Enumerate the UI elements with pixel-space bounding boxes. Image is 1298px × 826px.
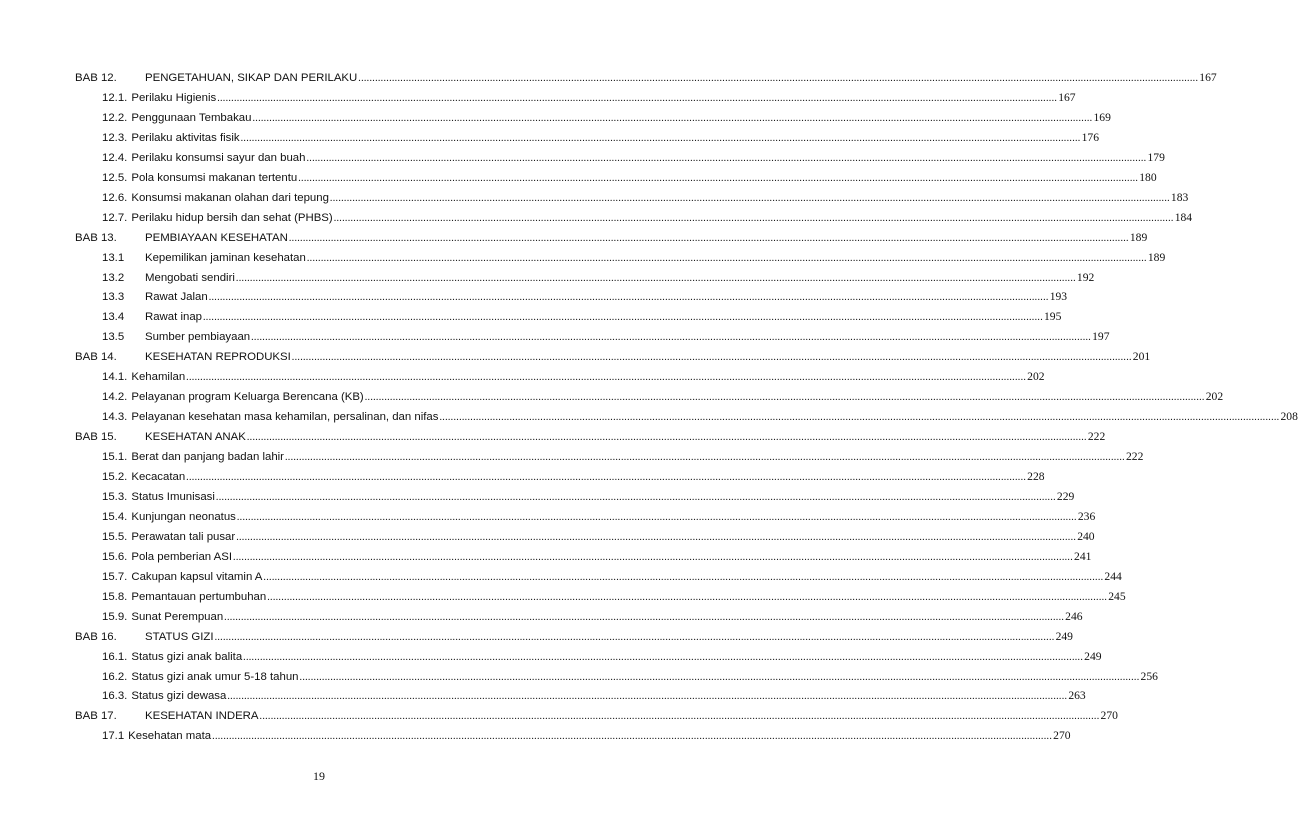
toc-entry-number: BAB 14.	[75, 351, 117, 364]
toc-section-row[interactable]	[0, 327, 1110, 347]
toc-section-row[interactable]	[0, 387, 1224, 407]
toc-dot-leader: ............................................................................................................................................................................................................................................................................................................	[267, 591, 1108, 603]
toc-entry-number: 13.4	[102, 311, 125, 324]
toc-page-number: 201	[1132, 350, 1151, 364]
toc-dot-leader: ............................................................................................................................................................................................................................................................................................................	[227, 691, 1068, 703]
toc-page-number: 176	[1081, 130, 1099, 144]
toc-page-number: 169	[1093, 110, 1111, 124]
toc-dot-leader: ............................................................................................................................................................................................................................................................................................................	[246, 432, 1087, 444]
toc-entry-number: 13.1	[102, 251, 125, 264]
toc-dot-leader: ............................................................................................................................................................................................................................................................................................................	[186, 372, 1027, 384]
toc-entry-title: STATUS GIZI	[145, 630, 214, 643]
toc-entry-number: 15.3.	[102, 490, 128, 503]
toc-entry-number: 12.3.	[102, 131, 128, 144]
toc-page-number: 202	[1205, 390, 1224, 404]
toc-section-row[interactable]	[0, 248, 1166, 268]
toc-entry-number: 14.2.	[102, 391, 128, 404]
toc-entry-title: Perawatan tali pusar	[131, 530, 236, 543]
toc-section-row[interactable]	[0, 128, 1099, 148]
toc-page-number: 270	[1100, 709, 1118, 723]
toc-entry-title: Kepemilikan jaminan kesehatan	[145, 251, 306, 264]
toc-entry-number: 12.4.	[102, 151, 128, 164]
toc-page-number: 192	[1076, 270, 1095, 284]
toc-entry-title: Sunat Perempuan	[131, 610, 224, 623]
toc-dot-leader: ............................................................................................................................................................................................................................................................................................................	[263, 571, 1104, 583]
toc-dot-leader: ............................................................................................................................................................................................................................................................................................................	[186, 472, 1027, 483]
toc-chapter-row[interactable]	[0, 347, 1151, 367]
toc-page-number: 263	[1068, 689, 1086, 703]
toc-section-row[interactable]	[0, 726, 1071, 746]
toc-entry-number: BAB 12.	[75, 72, 117, 84]
toc-entry-title: Perilaku konsumsi sayur dan buah	[131, 151, 306, 164]
toc-entry-title: Status Imunisasi	[131, 490, 215, 503]
toc-dot-leader: ............................................................................................................................................................................................................................................................................................................	[214, 631, 1055, 643]
toc-entry-number: 17.1	[102, 730, 125, 743]
toc-entry-number: 16.3.	[102, 690, 128, 703]
toc-section-row[interactable]	[0, 168, 1157, 188]
toc-section-row[interactable]	[0, 547, 1092, 567]
toc-entry-number: 15.7.	[102, 570, 128, 583]
toc-dot-leader: ............................................................................................................................................................................................................................................................................................................	[306, 152, 1147, 164]
toc-page-number: 236	[1077, 509, 1096, 523]
toc-section-row[interactable]	[0, 108, 1111, 128]
toc-entry-title: Pelayanan program Keluarga Berencana (KB)	[131, 391, 364, 404]
toc-section-row[interactable]	[0, 487, 1075, 507]
toc-dot-leader: ............................................................................................................................................................................................................................................................................................................	[240, 132, 1081, 144]
toc-chapter-row[interactable]	[0, 68, 1217, 88]
toc-entry-title: Kesehatan mata	[128, 730, 212, 743]
toc-section-row[interactable]	[0, 567, 1122, 587]
toc-dot-leader: ............................................................................................................................................................................................................................................................................................................	[306, 252, 1147, 264]
toc-chapter-row[interactable]	[0, 228, 1148, 248]
toc-entry-number: 12.6.	[102, 191, 128, 204]
toc-page-number: 189	[1147, 250, 1166, 264]
toc-page-number: 183	[1170, 190, 1189, 204]
toc-entry-title: KESEHATAN ANAK	[145, 431, 246, 444]
toc-page-number: 244	[1104, 569, 1122, 583]
toc-page-number: 245	[1108, 589, 1126, 603]
toc-entry-number: 15.6.	[102, 550, 128, 563]
toc-entry-title: Perilaku hidup bersih dan sehat (PHBS)	[131, 211, 333, 224]
toc-entry-number: 15.8.	[102, 590, 128, 603]
toc-dot-leader: ............................................................................................................................................................................................................................................................................................................	[358, 73, 1199, 84]
toc-entry-title: Konsumsi makanan olahan dari tepung	[131, 191, 329, 204]
toc-page-number: 202	[1027, 370, 1045, 384]
toc-entry-title: Pemantauan pertumbuhan	[131, 590, 267, 603]
toc-entry-title: Status gizi anak balita	[131, 650, 243, 663]
toc-dot-leader: ............................................................................................................................................................................................................................................................................................................	[217, 92, 1058, 104]
toc-page-number: 249	[1084, 649, 1102, 663]
toc-section-row[interactable]	[0, 407, 1298, 427]
toc-dot-leader: ............................................................................................................................................................................................................................................................................................................	[259, 711, 1100, 723]
toc-entry-title: Penggunaan Tembakau	[131, 111, 252, 124]
toc-dot-leader: ............................................................................................................................................................................................................................................................................................................	[288, 232, 1129, 244]
toc-section-row[interactable]	[0, 686, 1086, 706]
toc-page-number: 193	[1049, 290, 1068, 304]
toc-entry-number: 13.5	[102, 331, 125, 344]
toc-entry-number: 12.5.	[102, 171, 128, 184]
toc-entry-title: Cakupan kapsul vitamin A	[131, 570, 263, 583]
toc-section-row[interactable]	[0, 268, 1095, 288]
toc-dot-leader: ............................................................................................................................................................................................................................................................................................................	[333, 212, 1174, 224]
toc-section-row[interactable]	[0, 307, 1062, 327]
toc-page-number: 167	[1058, 90, 1076, 104]
toc-entry-number: 14.3.	[102, 411, 128, 424]
toc-entry-number: 12.7.	[102, 211, 128, 224]
toc-entry-number: BAB 13.	[75, 231, 117, 244]
toc-chapter-row[interactable]	[0, 706, 1118, 726]
toc-entry-title: Rawat Jalan	[145, 291, 208, 304]
toc-entry-title: Pola pemberian ASI	[131, 550, 233, 563]
toc-entry-number: BAB 17.	[75, 710, 117, 723]
toc-page-number: 195	[1044, 310, 1062, 324]
toc-dot-leader: ............................................................................................................................................................................................................................................................................................................	[233, 551, 1074, 563]
toc-page-number: 167	[1199, 71, 1217, 84]
toc-dot-leader: ............................................................................................................................................................................................................................................................................................................	[235, 272, 1076, 284]
toc-section-row[interactable]	[0, 367, 1045, 387]
toc-section-row[interactable]	[0, 607, 1083, 627]
toc-entry-number: 13.2	[102, 271, 125, 284]
toc-entry-title: Status gizi dewasa	[131, 690, 227, 703]
toc-chapter-row[interactable]	[0, 627, 1073, 647]
toc-entry-title: PEMBIAYAAN KESEHATAN	[145, 231, 288, 244]
toc-section-row[interactable]	[0, 287, 1068, 307]
toc-section-row[interactable]	[0, 667, 1158, 687]
toc-entry-number: BAB 16.	[75, 630, 117, 643]
toc-entry-number: 15.2.	[102, 471, 128, 483]
toc-section-row[interactable]	[0, 507, 1096, 527]
toc-dot-leader: ............................................................................................................................................................................................................................................................................................................	[439, 412, 1280, 424]
toc-page-number: 229	[1056, 489, 1075, 503]
toc-page-number: 208	[1280, 410, 1298, 424]
toc-page-number: 189	[1129, 230, 1148, 244]
toc-section-row[interactable]	[0, 587, 1126, 607]
page-number: 19	[313, 769, 325, 783]
toc-entry-title: Pola konsumsi makanan tertentu	[131, 171, 298, 184]
toc-entry-title: Mengobati sendiri	[145, 271, 235, 284]
toc-page-number: 240	[1077, 529, 1095, 543]
toc-entry-number: 15.5.	[102, 530, 128, 543]
toc-entry-title: Perilaku aktivitas fisik	[131, 131, 240, 144]
toc-section-row[interactable]	[0, 188, 1189, 208]
toc-entry-title: Kecacatan	[131, 471, 186, 483]
toc-dot-leader: ............................................................................................................................................................................................................................................................................................................	[251, 332, 1092, 344]
toc-dot-leader: ............................................................................................................................................................................................................................................................................................................	[252, 112, 1093, 124]
toc-dot-leader: ............................................................................................................................................................................................................................................................................................................	[299, 671, 1140, 683]
toc-page-number: 270	[1053, 729, 1071, 743]
toc-page-number: 241	[1074, 549, 1092, 563]
toc-entry-number: 12.1.	[102, 91, 128, 104]
toc-entry-number: 16.2.	[102, 670, 128, 683]
toc-dot-leader: ............................................................................................................................................................................................................................................................................................................	[236, 531, 1077, 543]
toc-entry-title: Status gizi anak umur 5-18 tahun	[131, 670, 299, 683]
toc-entry-number: 15.9.	[102, 610, 128, 623]
toc-entry-title: Kehamilan	[131, 371, 186, 384]
toc-page-number: 256	[1140, 669, 1158, 683]
toc-chapter-row[interactable]	[0, 427, 1106, 447]
toc-entry-title: Perilaku Higienis	[131, 91, 217, 104]
toc-page-number: 246	[1065, 609, 1083, 623]
toc-page-number: 180	[1139, 170, 1157, 184]
toc-dot-leader: ............................................................................................................................................................................................................................................................................................................	[212, 731, 1053, 743]
toc-dot-leader: ............................................................................................................................................................................................................................................................................................................	[284, 452, 1125, 464]
toc-entry-number: 14.1.	[102, 371, 128, 384]
toc-entry-number: 16.1.	[102, 650, 128, 663]
toc-entry-number: 13.3	[102, 291, 125, 304]
toc-entry-title: KESEHATAN REPRODUKSI	[145, 351, 291, 364]
toc-dot-leader: ............................................................................................................................................................................................................................................................................................................	[291, 352, 1132, 364]
toc-entry-number: BAB 15.	[75, 431, 117, 444]
toc-page-number: 222	[1125, 450, 1144, 464]
toc-section-row[interactable]	[0, 88, 1076, 108]
toc-dot-leader: ............................................................................................................................................................................................................................................................................................................	[208, 292, 1049, 304]
toc-entry-title: Kunjungan neonatus	[131, 510, 236, 523]
toc-entry-title: Pelayanan kesehatan masa kehamilan, persalinan, dan nifas	[131, 411, 439, 424]
toc-page-number: 184	[1174, 210, 1193, 224]
toc-entry-number: 15.4.	[102, 510, 128, 523]
toc-page-number: 179	[1147, 150, 1165, 164]
toc-entry-number: 12.2.	[102, 111, 128, 124]
toc-page-number: 228	[1027, 470, 1045, 483]
toc-page-number: 249	[1055, 629, 1073, 643]
toc-page-number: 197	[1092, 330, 1110, 344]
toc-dot-leader: ............................................................................................................................................................................................................................................................................................................	[364, 392, 1205, 404]
toc-dot-leader: ............................................................................................................................................................................................................................................................................................................	[236, 511, 1077, 523]
toc-section-row[interactable]	[0, 148, 1165, 168]
toc-entry-title: KESEHATAN INDERA	[145, 710, 259, 723]
toc-dot-leader: ............................................................................................................................................................................................................................................................................................................	[215, 491, 1056, 503]
toc-entry-title: PENGETAHUAN, SIKAP DAN PERILAKU	[145, 72, 358, 84]
toc-entry-title: Berat dan panjang badan lahir	[131, 451, 284, 464]
toc-section-row[interactable]	[0, 647, 1102, 667]
toc-dot-leader: ............................................................................................................................................................................................................................................................................................................	[243, 651, 1084, 663]
toc-dot-leader: ............................................................................................................................................................................................................................................................................................................	[298, 172, 1139, 184]
toc-section-row[interactable]	[0, 208, 1193, 228]
toc-entry-number: 15.1.	[102, 451, 128, 464]
toc-dot-leader: ............................................................................................................................................................................................................................................................................................................	[203, 312, 1043, 324]
toc-page-number: 222	[1087, 430, 1106, 444]
toc-dot-leader: ............................................................................................................................................................................................................................................................................................................	[329, 192, 1170, 204]
toc-section-row[interactable]	[0, 447, 1144, 467]
toc-section-row[interactable]	[0, 467, 1045, 487]
toc-entry-title: Rawat inap	[145, 311, 202, 324]
toc-dot-leader: ............................................................................................................................................................................................................................................................................................................	[224, 611, 1065, 623]
toc-section-row[interactable]	[0, 527, 1095, 547]
toc-entry-title: Sumber pembiayaan	[145, 331, 251, 344]
